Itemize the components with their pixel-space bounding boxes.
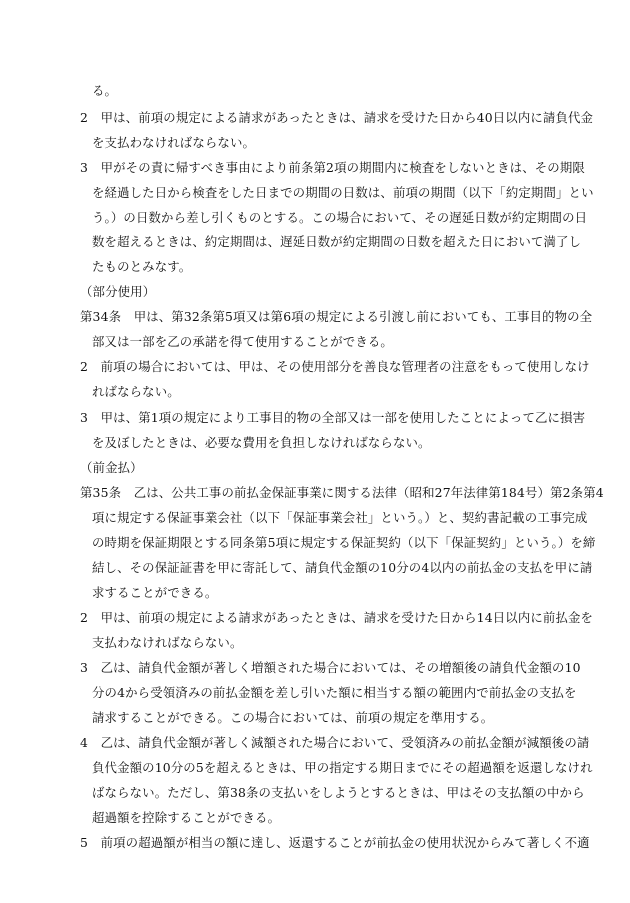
article-heading-34: 第34条 甲は、第32条第5項又は第6項の規定による引渡し前においても、工事目的物の全	[80, 309, 593, 324]
text-line: 2 甲は、前項の規定による請求があったときは、請求を受けた日から40日以内に請負代金	[80, 110, 594, 125]
text-line: ばならない。ただし、第38条の支払いをしようとするときは、甲はその支払額の中から	[92, 785, 585, 800]
text-line: 5 前項の超過額が相当の額に達し、返還することが前払金の使用状況からみて著しく不適	[80, 835, 590, 850]
text-line: 求することができる。	[92, 585, 218, 600]
text-line: 4 乙は、請負代金額が著しく減額された場合において、受領済みの前払金額が減額後の請	[80, 735, 590, 750]
text-line: 部又は一部を乙の承諾を得て使用することができる。	[92, 334, 393, 349]
text-line: を支払わなければならない。	[92, 135, 256, 150]
text-line: 請求することができる。この場合においては、前項の規定を準用する。	[92, 710, 494, 725]
text-line: る。	[92, 83, 118, 98]
text-line: 3 乙は、請負代金額が著しく増額された場合においては、その増額後の請負代金額の10	[80, 660, 581, 675]
section-heading: （前金払）	[80, 460, 143, 475]
text-line: を経過した日から検査をした日までの期間の日数は、前項の期間（以下「約定期間」とい	[92, 185, 594, 200]
text-line: 2 前項の場合においては、甲は、その使用部分を善良な管理者の注意をもって使用しなけ	[80, 359, 590, 374]
text-line: 項に規定する保証事業会社（以下「保証事業会社」という。）と、契約書記載の工事完成	[92, 510, 588, 525]
section-heading: （部分使用）	[80, 284, 156, 299]
text-line: 分の4から受領済みの前払金額を差し引いた額に相当する額の範囲内で前払金の支払を	[92, 685, 577, 700]
text-line: の時期を保証期限とする同条第5項に規定する保証契約（以下「保証契約」という。）を締	[92, 535, 596, 550]
text-line: 支払わなければならない。	[92, 635, 243, 650]
text-line: 2 甲は、前項の規定による請求があったときは、請求を受けた日から14日以内に前払金を	[80, 610, 594, 625]
text-line: 数を超えるときは、約定期間は、遅延日数が約定期間の日数を超えた日において満了し	[92, 234, 582, 249]
article-heading-35: 第35条 乙は、公共工事の前払金保証事業に関する法律（昭和27年法律第184号）第2条第4	[80, 485, 604, 500]
text-line: 3 甲は、第1項の規定により工事目的物の全部又は一部を使用したことによって乙に損害	[80, 410, 586, 425]
text-line: たものとみなす。	[92, 259, 192, 274]
text-line: 3 甲がその責に帰すべき事由により前条第2項の期間内に検査をしないときは、その期限	[80, 160, 585, 175]
text-line: 結し、その保証証書を甲に寄託して、請負代金額の10分の4以内の前払金の支払を甲に請	[92, 560, 593, 575]
text-line: 超過額を控除することができる。	[92, 810, 281, 825]
text-line: 負代金額の10分の5を超えるときは、甲の指定する期日までにその超過額を返還しなけれ	[92, 760, 593, 775]
text-line: ればならない。	[92, 384, 180, 399]
text-line: を及ぼしたときは、必要な費用を負担しなければならない。	[92, 435, 431, 450]
text-line: う。）の日数から差し引くものとする。この場合において、その遅延日数が約定期間の日	[92, 210, 588, 225]
